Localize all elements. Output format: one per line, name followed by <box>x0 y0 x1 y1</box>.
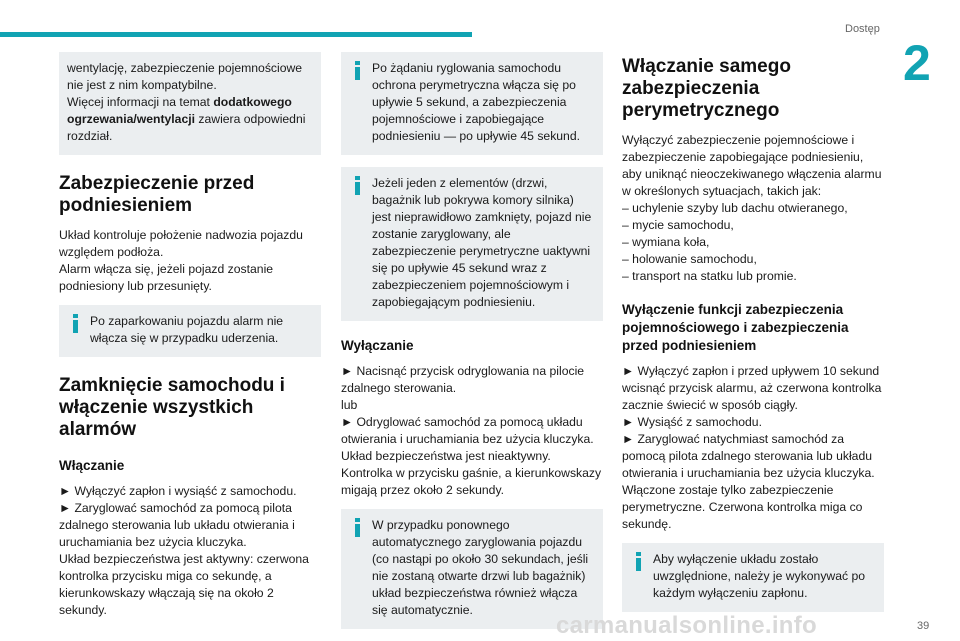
info-text: Jeżeli jeden z elementów (drzwi, bagażnik lub pokrywa komory silnika) jest nieprawidłowo zamknięty, pojazd nie zostanie zaryglowany, ale zabezpieczenie perymetryczne uaktywni się po upływie 45 sekund wraz z zabezpieczeniem pojemnościowym i zapobiegającym podniesieniu. <box>372 176 592 309</box>
info-box-auto-relock <box>341 509 603 629</box>
note-text: Więcej informacji na temat <box>67 95 214 109</box>
heading-activation: Włączanie <box>59 458 125 473</box>
step-line: ► Wyłączyć zapłon i przed upływem 10 sekund wcisnąć przycisk alarmu, aż czerwona kontrolka zacznie świecić w sposób ciągły. <box>622 364 882 412</box>
column-2 <box>341 52 603 641</box>
paragraph-line: Układ bezpieczeństwa jest aktywny: czerwona kontrolka przycisku miga co sekundę, a kierunkowskazy włączają się na około 2 sekundy. <box>59 552 309 617</box>
step-line: ► Zaryglować natychmiast samochód za pomocą pilota zdalnego sterowania lub układu otwierania i uruchamiania bez użycia kluczyka. <box>622 432 875 480</box>
heading-close-all-alarms: Zamknięcie samochodu i włączenie wszystkich alarmów <box>59 375 285 440</box>
chapter-number: 2 <box>903 35 931 91</box>
page-number: 39 <box>917 620 930 632</box>
paragraph <box>622 132 884 285</box>
list-item: – mycie samochodu, <box>622 218 734 232</box>
list-item: – holowanie samochodu, <box>622 252 757 266</box>
info-text: Po zaparkowaniu pojazdu alarm nie włącza się w przypadku uderzenia. <box>90 314 284 345</box>
info-text: Po żądaniu ryglowania samochodu ochrona perymetryczna włącza się po upływie 5 sekund, a zabezpieczenia pojemnościowe i zapobiegające podniesieniu — po upływie 45 sekund. <box>372 61 581 143</box>
info-box-each-ignition <box>622 543 884 612</box>
column-3 <box>622 52 884 624</box>
paragraph <box>341 363 603 499</box>
list-item: – wymiana koła, <box>622 235 710 249</box>
list-item: – transport na statku lub promie. <box>622 269 797 283</box>
info-text: Aby wyłączenie układu zostało uwzględnione, należy je wykonywać po każdym wyłączeniu zapłonu. <box>653 552 866 600</box>
paragraph <box>59 483 321 619</box>
paragraph-line: Włączone zostaje tylko zabezpieczenie perymetryczne. Czerwona kontrolka miga co sekundę. <box>622 483 863 531</box>
paragraph-line: Alarm włącza się, jeżeli pojazd zostanie podniesiony lub przesunięty. <box>59 262 274 293</box>
paragraph-line: Układ bezpieczeństwa jest nieaktywny. Kontrolka w przycisku gaśnie, a kierunkowskazy migają przez około 2 sekundy. <box>341 449 602 497</box>
info-box-open-element <box>341 167 603 321</box>
heading-deactivation: Wyłączanie <box>341 338 414 353</box>
info-box-delays <box>341 52 603 155</box>
section-title: Dostęp <box>845 23 880 35</box>
step-line: ► Nacisnąć przycisk odryglowania na pilocie zdalnego sterowania. <box>341 364 585 395</box>
list-item: – uchylenie szyby lub dachu otwieranego, <box>622 201 848 215</box>
paragraph-line: Układ kontroluje położenie nadwozia pojazdu względem podłoża. <box>59 228 303 259</box>
paragraph-line: lub <box>341 398 358 412</box>
watermark: carmanualsonline.info <box>556 612 818 639</box>
step-line: ► Odryglować samochód za pomocą układu otwierania i uruchamiania bez użycia kluczyka. <box>341 415 594 446</box>
paragraph-line: Wyłączyć zabezpieczenie pojemnościowe i zabezpieczenie zapobiegające podniesieniu, aby uniknąć nieoczekiwanego włączenia alarmu w określonych sytuacjach, takich jak: <box>622 133 882 198</box>
step-line: ► Zaryglować samochód za pomocą pilota zdalnego sterowania lub układu otwierania i uruchamiania bez użycia kluczyka. <box>59 501 295 549</box>
note-text: zawiera odpowiedni rozdział. <box>67 112 306 143</box>
note-text: wentylację, zabezpieczenie pojemnościowe nie jest z nim kompatybilne. <box>67 61 303 92</box>
info-icon <box>69 314 83 334</box>
heading-lift-protection: Zabezpieczenie przed podniesieniem <box>59 173 255 216</box>
step-line: ► Wyłączyć zapłon i wysiąść z samochodu. <box>59 484 297 498</box>
note-box-ventilation <box>59 52 321 155</box>
note-bold-link: dodatkowego ogrzewania/wentylacji <box>67 95 292 126</box>
column-1 <box>59 52 321 629</box>
info-icon <box>632 552 646 572</box>
info-icon <box>351 176 365 196</box>
info-icon <box>351 518 365 538</box>
paragraph <box>59 227 321 295</box>
info-box-impact <box>59 305 321 357</box>
heading-disable-volumetric: Wyłączenie funkcji zabezpieczenia pojemnościowego i zabezpieczenia przed podniesieniem <box>622 302 849 353</box>
header-accent-bar <box>0 32 472 37</box>
heading-perimeter-only: Włączanie samego zabezpieczenia perymetrycznego <box>622 56 791 121</box>
paragraph <box>622 363 884 533</box>
step-line: ► Wysiąść z samochodu. <box>622 415 762 429</box>
info-text: W przypadku ponownego automatycznego zaryglowania pojazdu (co nastąpi po około 30 sekundach, jeśli nie zostaną otwarte drzwi lub bagażnik) układ bezpieczeństwa również włącza się automatycznie. <box>372 518 589 617</box>
info-icon <box>351 61 365 81</box>
